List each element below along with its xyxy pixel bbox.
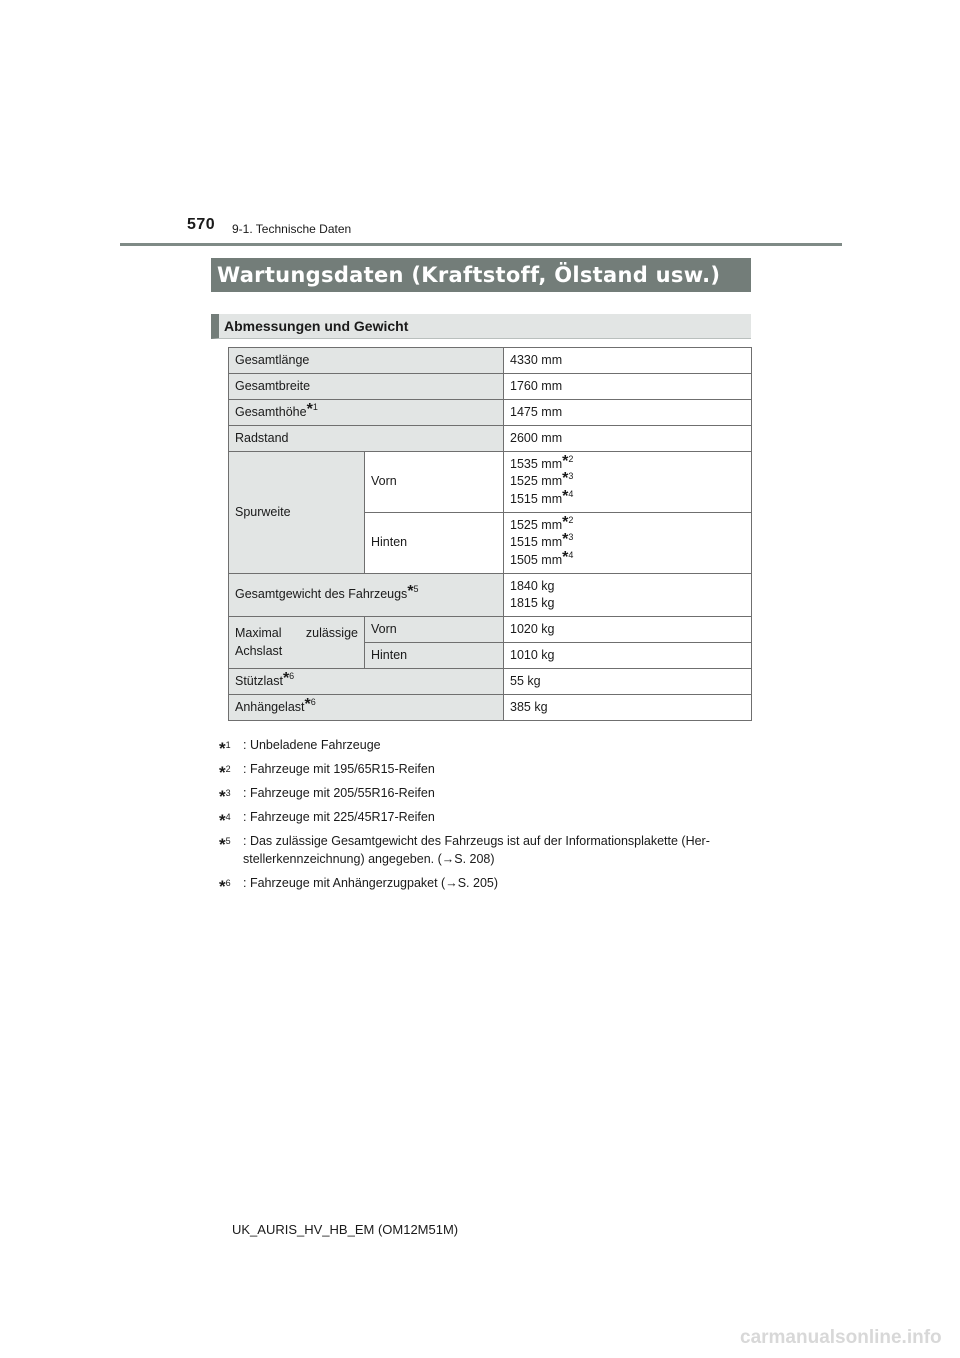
row-label: Spurweite xyxy=(229,452,365,574)
footnote-ref: 1 xyxy=(312,401,318,412)
row-label: Anhängelast$^{*6}$ xyxy=(229,695,504,721)
row-value: 1010 kg xyxy=(504,643,752,669)
row-value: 55 kg xyxy=(504,669,752,695)
section-breadcrumb: 9-1. Technische Daten xyxy=(232,222,352,236)
table-row xyxy=(229,400,752,426)
footnote: *$^1$ : Unbeladene Fahrzeuge xyxy=(219,738,381,758)
row-label: Radstand xyxy=(229,426,504,452)
table-row xyxy=(229,426,752,452)
row-label: Gesamtbreite xyxy=(229,374,504,400)
row-label: Maximal zulässige Achslast xyxy=(229,617,365,669)
row-value: 1020 kg xyxy=(504,617,752,643)
footnote: *$^6$ : Fahrzeuge mit Anhängerzugpaket (→S. 205) xyxy=(219,876,499,896)
row-value: 4330 mm xyxy=(504,348,752,374)
row-sublabel: Vorn xyxy=(365,452,504,513)
header-divider xyxy=(120,243,842,246)
footnote-ref: 5 xyxy=(413,584,419,595)
table-row xyxy=(229,669,752,695)
footnote-ref: 6 xyxy=(289,670,295,681)
row-value: 1525 $mm^{*2}$ 1515 $mm^{*3}$ 1505 $mm^{*4}$ xyxy=(504,513,752,574)
page-title: Wartungsdaten (Kraftstoff, Ölstand usw.) xyxy=(211,258,751,292)
table-row xyxy=(229,574,752,617)
section-subtitle: Abmessungen und Gewicht xyxy=(211,314,751,339)
watermark: carmanualsonline.info xyxy=(740,1327,942,1348)
table-row xyxy=(229,348,752,374)
row-value: 1840 kg 1815 kg xyxy=(504,574,752,617)
footnote: *$^4$ : Fahrzeuge mit 225/45R17-Reifen xyxy=(219,810,435,830)
row-sublabel: Hinten xyxy=(365,513,504,574)
row-sublabel: Vorn xyxy=(365,617,504,643)
page-number: 570 xyxy=(187,216,216,233)
footnote: *$^2$ : Fahrzeuge mit 195/65R15-Reifen xyxy=(219,762,435,782)
table-row xyxy=(229,374,752,400)
table-row xyxy=(229,695,752,721)
row-sublabel: Hinten xyxy=(365,643,504,669)
row-label: Gesamtlänge xyxy=(229,348,504,374)
row-value: 1535 $mm^{*2}$ 1525 $mm^{*3}$ 1515 $mm^{*4}$ xyxy=(504,452,752,513)
row-value: 1760 mm xyxy=(504,374,752,400)
row-label: Stützlast$^{*6}$ xyxy=(229,669,504,695)
row-value: 1475 mm xyxy=(504,400,752,426)
footnotes xyxy=(219,736,759,898)
row-label: Gesamtgewicht des Fahrzeugs$^{*5}$ xyxy=(229,574,504,617)
row-value: 2600 mm xyxy=(504,426,752,452)
footnote: *$^5$ : Das zulässige Gesamtgewicht des Fahrzeugs ist auf der Informationsplakette (Her-stellerkennzeichnung) angegeben. (→S. 208) xyxy=(219,834,710,866)
row-value: 385 kg xyxy=(504,695,752,721)
manual-code-footer: UK_AURIS_HV_HB_EM (OM12M51M) xyxy=(232,1222,459,1237)
table-row xyxy=(229,452,752,513)
dimensions-weight-table xyxy=(228,347,752,721)
footnote-ref: 6 xyxy=(310,696,316,707)
footnote: *$^3$ : Fahrzeuge mit 205/55R16-Reifen xyxy=(219,786,435,806)
table-row xyxy=(229,617,752,643)
row-label: Gesamthöhe$^{*1}$ xyxy=(229,400,504,426)
